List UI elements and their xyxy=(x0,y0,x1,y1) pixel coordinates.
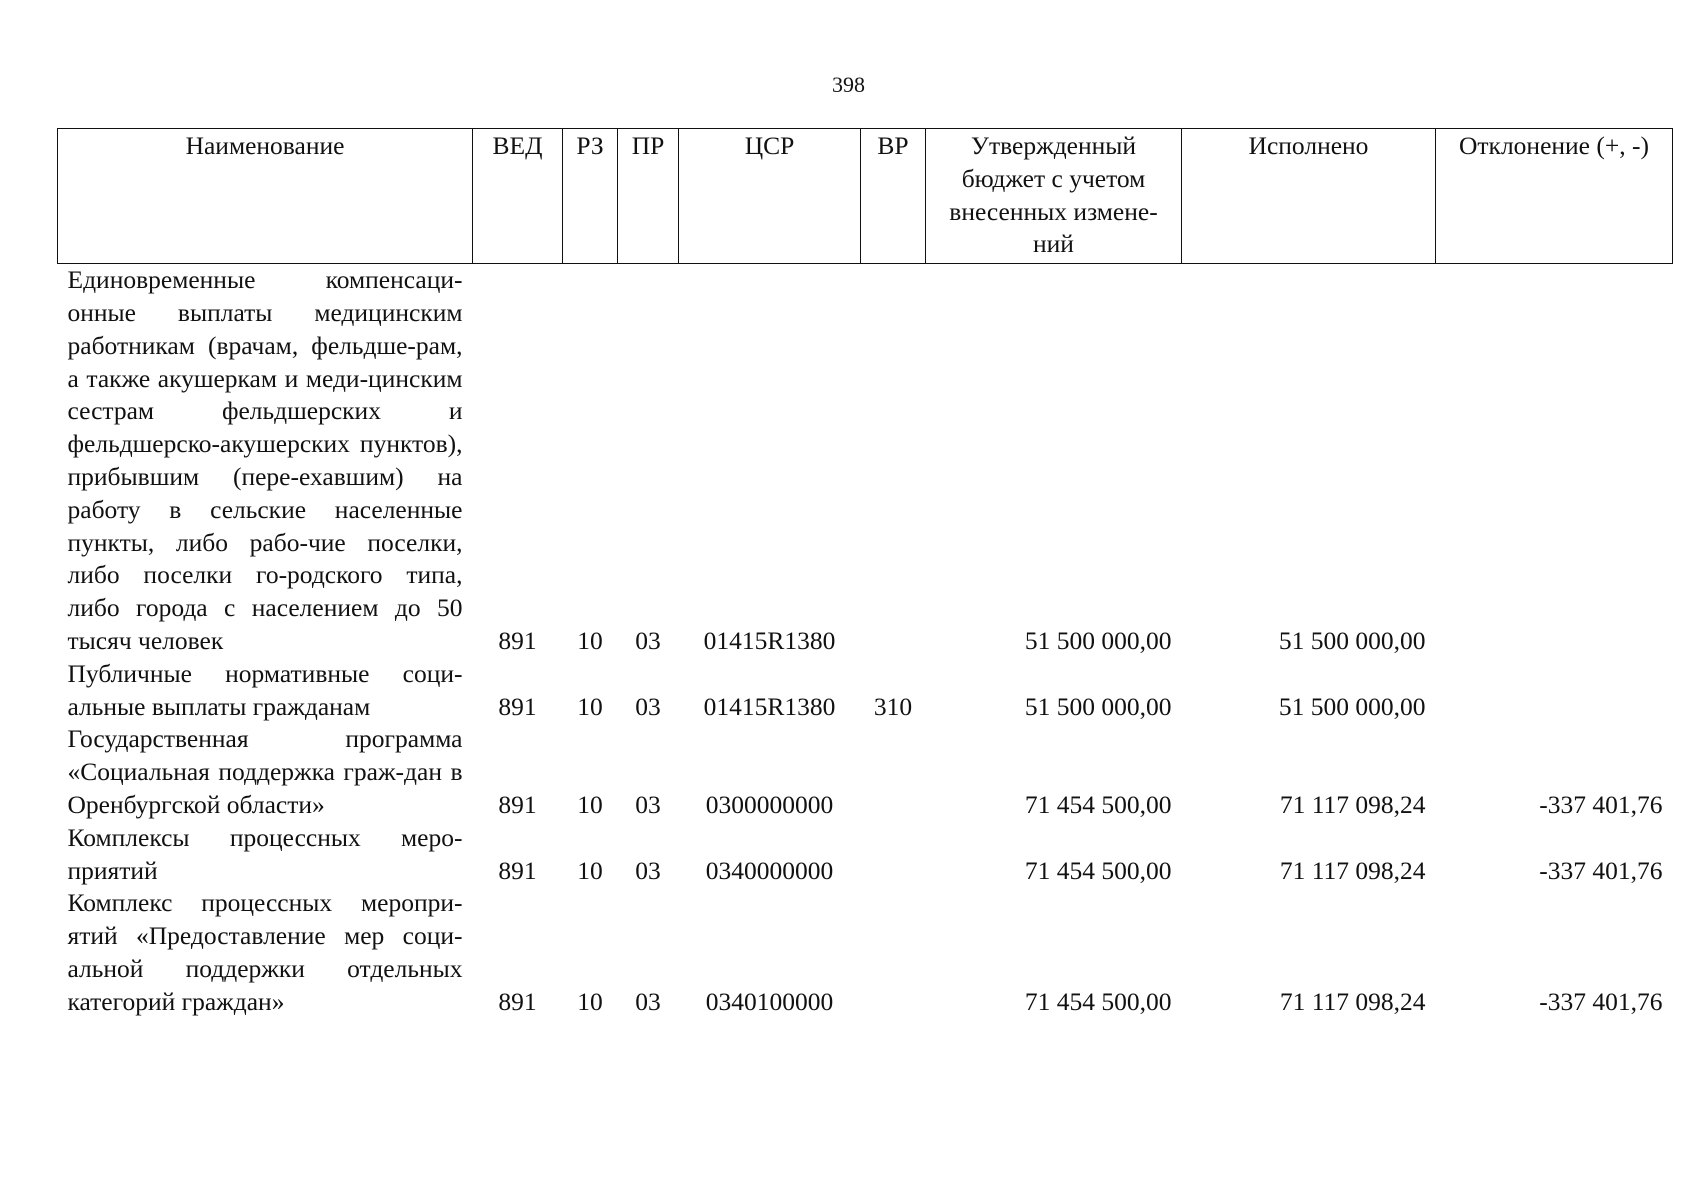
row-vr xyxy=(861,264,926,658)
row-rz: 10 xyxy=(577,691,603,721)
row-ved: 891 xyxy=(498,625,537,655)
row-ved: 891 xyxy=(498,691,537,721)
row-pr: 03 xyxy=(635,691,661,721)
table-row xyxy=(58,723,1673,821)
row-ved: 891 xyxy=(498,855,537,885)
row-csr: 0300000000 xyxy=(705,789,834,819)
row-approved: 71 454 500,00 xyxy=(1024,986,1172,1016)
row-name: Единовременные компенсаци-онные выплаты медицинским работникам (врачам, фельдше-рам, а также акушеркам и меди-цинским сестрам фельдшерских и фельдшерско-акушерских пунктов), прибывшим (пере-ехавшим) на работу в сельские населенные пункты, либо рабо-чие поселки, либо поселки го-родского типа, либо города с населением до 50 тысяч человек xyxy=(67,265,463,655)
row-deviation: -337 401,76 xyxy=(1539,986,1663,1016)
row-approved: 51 500 000,00 xyxy=(1024,691,1172,721)
row-approved: 51 500 000,00 xyxy=(1024,625,1172,655)
row-pr: 03 xyxy=(635,789,661,819)
table-row xyxy=(58,822,1673,888)
row-rz: 10 xyxy=(577,789,603,819)
header-csr: ЦСР xyxy=(679,129,861,264)
row-csr: 0340100000 xyxy=(705,986,834,1016)
page-number: 398 xyxy=(832,72,865,97)
row-deviation xyxy=(1436,658,1673,724)
header-name: Наименование xyxy=(58,129,473,264)
row-deviation: -337 401,76 xyxy=(1539,789,1663,819)
row-vr xyxy=(861,723,926,821)
row-ved: 891 xyxy=(498,986,537,1016)
row-pr: 03 xyxy=(635,625,661,655)
row-name: Государственная программа «Социальная поддержка граж-дан в Оренбургской области» xyxy=(67,724,463,819)
row-csr: 0340000000 xyxy=(705,855,834,885)
row-executed: 71 117 098,24 xyxy=(1279,986,1426,1016)
table-header-row xyxy=(58,129,1673,264)
row-approved: 71 454 500,00 xyxy=(1024,855,1172,885)
budget-execution-table xyxy=(57,128,1673,1019)
header-pr: ПР xyxy=(618,129,679,264)
row-deviation xyxy=(1436,264,1673,658)
row-rz: 10 xyxy=(577,855,603,885)
header-deviation: Отклонение (+, -) xyxy=(1436,129,1673,264)
table-row xyxy=(58,887,1673,1018)
row-executed: 51 500 000,00 xyxy=(1278,691,1426,721)
row-rz: 10 xyxy=(577,625,603,655)
header-executed: Исполнено xyxy=(1182,129,1436,264)
row-ved: 891 xyxy=(498,789,537,819)
header-ved: ВЕД xyxy=(473,129,563,264)
header-vr: ВР xyxy=(861,129,926,264)
row-executed: 51 500 000,00 xyxy=(1278,625,1426,655)
row-csr: 01415R1380 xyxy=(703,691,836,721)
row-approved: 71 454 500,00 xyxy=(1024,789,1172,819)
row-executed: 71 117 098,24 xyxy=(1279,789,1426,819)
row-executed: 71 117 098,24 xyxy=(1279,855,1426,885)
row-deviation: -337 401,76 xyxy=(1539,855,1663,885)
table-row xyxy=(58,264,1673,658)
row-vr xyxy=(861,822,926,888)
row-rz: 10 xyxy=(577,986,603,1016)
row-name: Публичные нормативные соци-альные выплаты гражданам xyxy=(67,658,463,721)
row-pr: 03 xyxy=(635,986,661,1016)
header-rz: РЗ xyxy=(563,129,618,264)
header-approved-budget: Утвержденный бюджет с учетом внесенных измене-ний xyxy=(926,129,1182,264)
row-vr xyxy=(861,887,926,1018)
row-name: Комплекс процессных меропри-ятий «Предоставление мер соци-альной поддержки отдельных категорий граждан» xyxy=(67,888,463,1016)
row-name: Комплексы процессных меро-приятий xyxy=(67,822,463,885)
row-vr: 310 xyxy=(873,691,913,721)
row-csr: 01415R1380 xyxy=(703,625,836,655)
row-pr: 03 xyxy=(635,855,661,885)
table-row xyxy=(58,658,1673,724)
